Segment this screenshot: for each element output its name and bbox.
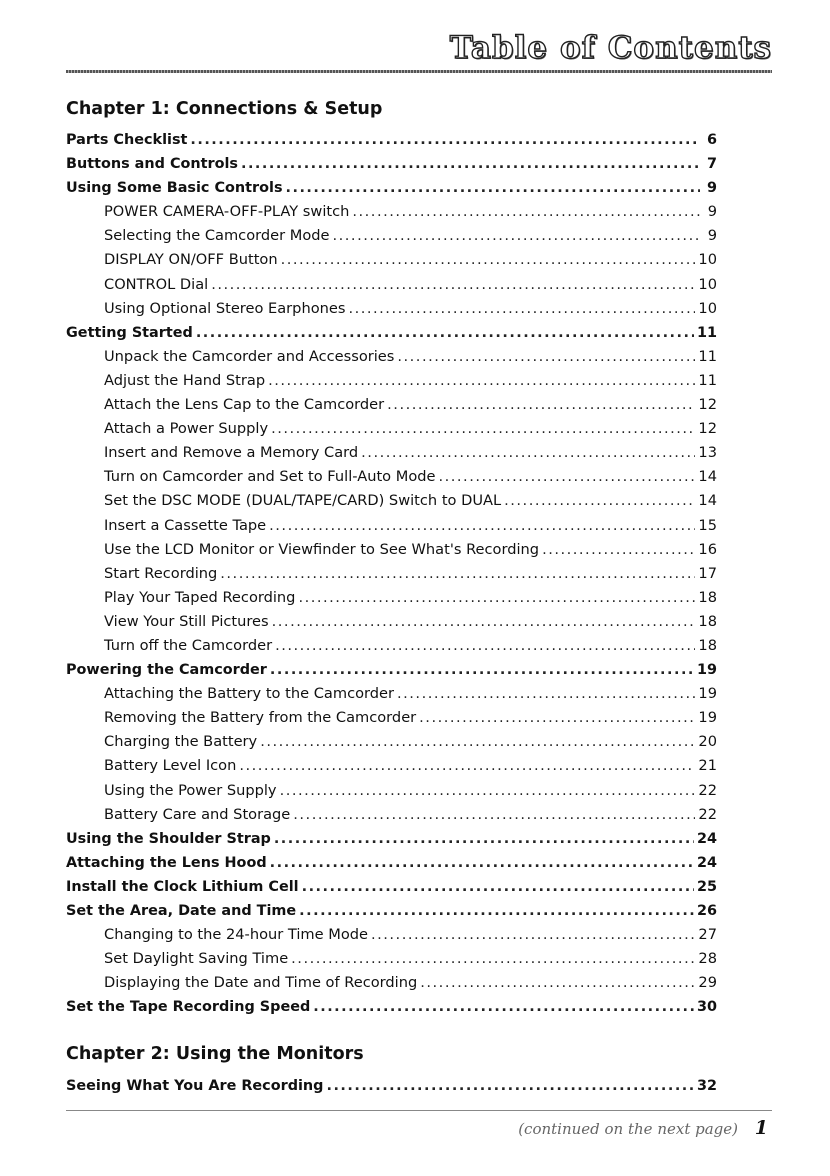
dot-leader: [420, 971, 695, 995]
toc-entry-page: 11: [698, 371, 717, 389]
toc-entry-page: 12: [698, 396, 717, 414]
toc-entry-page: 10: [698, 251, 717, 269]
toc-entry-title: Battery Level Icon: [104, 757, 237, 775]
toc-entry-title: Insert a Cassette Tape: [104, 516, 267, 534]
toc-entry[interactable]: [66, 152, 717, 176]
header-rule: [66, 70, 772, 73]
toc-entry[interactable]: [66, 923, 717, 947]
toc-entry-page: 29: [698, 974, 717, 992]
toc-entry-title: Battery Care and Storage: [104, 805, 291, 823]
toc-entry-page: 25: [696, 878, 717, 895]
toc-entry[interactable]: [66, 417, 717, 441]
toc-entry[interactable]: [66, 345, 717, 369]
toc-entry-page: 14: [698, 468, 717, 486]
dot-leader: [293, 803, 695, 827]
dot-leader: [419, 706, 695, 730]
toc-entry[interactable]: [66, 176, 717, 200]
toc-entry-page: 19: [698, 709, 717, 727]
toc-entry[interactable]: [66, 273, 717, 297]
toc-entry-title: Attach a Power Supply: [104, 420, 269, 438]
toc-entry-page: 12: [698, 420, 717, 438]
dot-leader: [241, 152, 700, 176]
toc-entry-title: Getting Started: [66, 324, 193, 341]
dot-leader: [348, 297, 695, 321]
dot-leader: [260, 730, 695, 754]
toc-entry-page: 18: [698, 588, 717, 606]
toc-entry-page: 15: [698, 516, 717, 534]
toc-entry[interactable]: [66, 514, 717, 538]
toc-entry-page: 6: [706, 132, 717, 148]
toc-entry[interactable]: [66, 803, 717, 827]
toc-entry-title: View Your Still Pictures: [104, 612, 269, 630]
toc-entry-title: Attaching the Battery to the Camcorder: [104, 685, 395, 703]
toc-entry[interactable]: [66, 851, 717, 875]
dot-leader: [274, 827, 694, 851]
toc-entry-title: Selecting the Camcorder Mode: [104, 227, 330, 245]
toc-entry-page: 26: [696, 903, 717, 919]
toc-entry-page: 22: [698, 805, 717, 823]
toc-entry-title: Play Your Taped Recording: [104, 588, 296, 606]
toc-entry-page: 28: [698, 950, 717, 968]
dot-leader: [361, 441, 695, 465]
toc-entry-title: Using Some Basic Controls: [66, 180, 283, 197]
dot-leader: [271, 417, 695, 441]
toc-entry[interactable]: [66, 200, 717, 224]
toc-entry-page: 22: [698, 781, 717, 799]
dot-leader: [397, 682, 695, 706]
toc-entry-title: Using the Power Supply: [104, 781, 277, 799]
toc-entry-page: 21: [698, 757, 717, 775]
page-number: 1: [754, 1117, 768, 1139]
toc-entry-page: 11: [696, 324, 717, 341]
dot-leader: [313, 995, 694, 1019]
toc-entry-title: Turn off the Camcorder: [104, 636, 273, 654]
toc-entry[interactable]: [66, 754, 717, 778]
dot-leader: [272, 610, 696, 634]
dot-leader: [333, 224, 700, 248]
toc-entry[interactable]: [66, 465, 717, 489]
toc-entry-page: 20: [698, 733, 717, 751]
toc-entry[interactable]: [66, 730, 717, 754]
toc-entry-page: 32: [696, 1078, 717, 1094]
toc-entry[interactable]: [66, 297, 717, 321]
footer-rule: [66, 1110, 772, 1111]
toc-entry-page: 18: [698, 636, 717, 654]
toc-entry[interactable]: [66, 393, 717, 417]
toc-entry[interactable]: [66, 441, 717, 465]
toc-entry[interactable]: [66, 779, 717, 803]
toc-entry-page: 30: [696, 999, 717, 1016]
toc-entry-title: Start Recording: [104, 564, 218, 582]
dot-leader: [302, 875, 694, 899]
dot-leader: [326, 1074, 693, 1098]
chapter-1-title: Chapter 1: Connections & Setup: [66, 99, 383, 119]
dot-leader: [196, 321, 694, 345]
dot-leader: [270, 658, 694, 682]
toc-entry[interactable]: [66, 562, 717, 586]
toc-entry[interactable]: [66, 899, 717, 923]
toc-entry-page: 10: [698, 299, 717, 317]
toc-entry-page: 11: [698, 347, 717, 365]
toc-entry-title: Use the LCD Monitor or Viewfinder to See What's Recording: [104, 540, 540, 558]
dot-leader: [220, 562, 695, 586]
page-header-title: Table of Contents: [449, 30, 772, 66]
toc-entry[interactable]: [66, 947, 717, 971]
toc-entry-title: DISPLAY ON/OFF Button: [104, 251, 278, 269]
toc-entry-page: 13: [698, 444, 717, 462]
toc-entry-title: Powering the Camcorder: [66, 662, 267, 679]
dot-leader: [439, 465, 696, 489]
dot-leader: [280, 779, 696, 803]
toc-entry-title: Charging the Battery: [104, 733, 258, 751]
dot-leader: [268, 369, 695, 393]
dot-leader: [286, 176, 700, 200]
toc-entry[interactable]: [66, 369, 717, 393]
toc-entry[interactable]: [66, 971, 717, 995]
toc-entry-page: 14: [698, 492, 717, 510]
dot-leader: [352, 200, 700, 224]
toc-entry[interactable]: [66, 827, 717, 851]
dot-leader: [542, 538, 695, 562]
toc-entry[interactable]: [66, 634, 717, 658]
toc-entry-title: Set the Tape Recording Speed: [66, 999, 311, 1016]
toc-entry[interactable]: [66, 682, 717, 706]
dot-leader: [269, 514, 695, 538]
toc-entry-page: 9: [707, 227, 717, 245]
dot-leader: [504, 489, 695, 513]
toc-entry[interactable]: [66, 224, 717, 248]
toc-entry-page: 16: [698, 540, 717, 558]
toc-entry-page: 24: [696, 830, 717, 847]
dot-leader: [298, 586, 695, 610]
toc-entry-page: 27: [698, 926, 717, 944]
chapter-2-entries: [66, 1074, 717, 1098]
dot-leader: [387, 393, 695, 417]
toc-entry-title: Using Optional Stereo Earphones: [104, 299, 346, 317]
toc-entry[interactable]: [66, 875, 717, 899]
toc-entry[interactable]: [66, 610, 717, 634]
toc-entry-page: 7: [706, 156, 717, 173]
toc-entry-page: 24: [696, 854, 717, 871]
toc-entry-title: POWER CAMERA-OFF-PLAY switch: [104, 203, 350, 221]
toc-entry-title: Turn on Camcorder and Set to Full-Auto Mode: [104, 468, 436, 486]
dot-leader: [371, 923, 695, 947]
toc-entry-page: 18: [698, 612, 717, 630]
toc-entry-page: 9: [707, 203, 717, 221]
toc-entry-title: Removing the Battery from the Camcorder: [104, 709, 417, 727]
toc-entry-title: Changing to the 24-hour Time Mode: [104, 926, 368, 944]
toc-entry-title: Insert and Remove a Memory Card: [104, 444, 359, 462]
toc-entry[interactable]: [66, 538, 717, 562]
toc-entry-title: Install the Clock Lithium Cell: [66, 878, 299, 895]
toc-entry-page: 19: [696, 662, 717, 679]
dot-leader: [281, 248, 696, 272]
dot-leader: [190, 128, 700, 152]
dot-leader: [397, 345, 695, 369]
chapter-2-title: Chapter 2: Using the Monitors: [66, 1044, 364, 1064]
toc-entry-title: Using the Shoulder Strap: [66, 830, 271, 847]
toc-entry-page: 17: [698, 564, 717, 582]
toc-entry-title: Set Daylight Saving Time: [104, 950, 289, 968]
dot-leader: [291, 947, 695, 971]
toc-entry[interactable]: [66, 706, 717, 730]
toc-entry[interactable]: [66, 248, 717, 272]
toc-entry-title: Set the Area, Date and Time: [66, 903, 297, 919]
dot-leader: [275, 634, 695, 658]
toc-entry-title: Buttons and Controls: [66, 156, 238, 173]
toc-entry-title: Attach the Lens Cap to the Camcorder: [104, 396, 385, 414]
toc-entry-page: 10: [698, 275, 717, 293]
toc-entry[interactable]: [66, 995, 717, 1019]
toc-entry-title: Adjust the Hand Strap: [104, 371, 266, 389]
dot-leader: [270, 851, 694, 875]
chapter-1-entries: [66, 128, 717, 1019]
toc-entry-title: CONTROL Dial: [104, 275, 209, 293]
toc-entry[interactable]: [66, 489, 717, 513]
toc-entry[interactable]: [66, 586, 717, 610]
toc-entry-title: Attaching the Lens Hood: [66, 854, 267, 871]
dot-leader: [299, 899, 694, 923]
dot-leader: [239, 754, 695, 778]
toc-entry-title: Seeing What You Are Recording: [66, 1078, 324, 1094]
toc-entry[interactable]: [66, 658, 717, 682]
dot-leader: [211, 273, 695, 297]
toc-entry[interactable]: [66, 321, 717, 345]
toc-entry-page: 19: [698, 685, 717, 703]
toc-entry[interactable]: [66, 128, 717, 152]
toc-entry-title: Set the DSC MODE (DUAL/TAPE/CARD) Switch to DUAL: [104, 492, 502, 510]
toc-entry-title: Unpack the Camcorder and Accessories: [104, 347, 395, 365]
toc-entry[interactable]: [66, 1074, 717, 1098]
toc-entry-page: 9: [706, 180, 717, 197]
continued-note: (continued on the next page): [518, 1120, 738, 1138]
toc-entry-title: Displaying the Date and Time of Recording: [104, 974, 418, 992]
toc-entry-title: Parts Checklist: [66, 132, 188, 148]
